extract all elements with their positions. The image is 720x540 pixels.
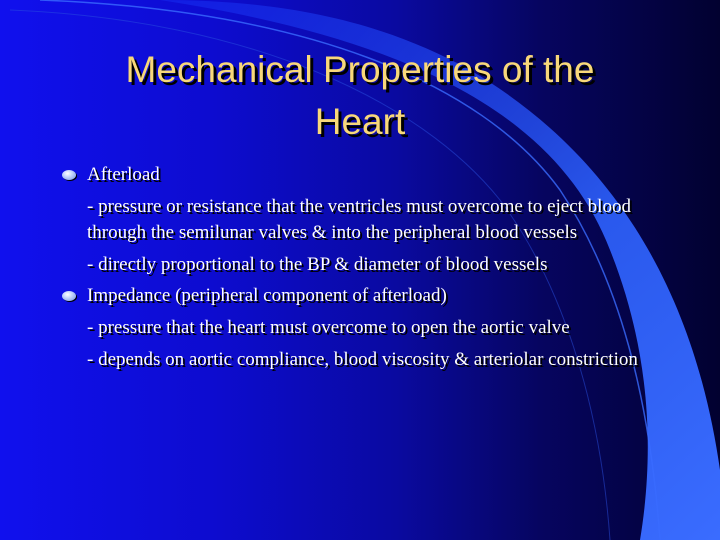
slide-title [40, 44, 680, 148]
slide-body [62, 162, 662, 378]
bullet-item-afterload [62, 162, 662, 188]
sub-item: - pressure or resistance that the ventricles must overcome to eject blood through the semilunar valves & into the peripheral blood vessels [87, 196, 631, 243]
sub-item: - directly proportional to the BP & diameter of blood vessels [87, 254, 548, 275]
bullet-item-impedance [62, 283, 662, 309]
sub-item: - depends on aortic compliance, blood viscosity & arteriolar constriction [87, 349, 638, 370]
bullet-text: Impedance (peripheral component of afterload) [87, 285, 447, 306]
bullet-icon [62, 291, 76, 301]
sub-item: - pressure that the heart must overcome to open the aortic valve [87, 317, 570, 338]
slide-title-line-1: Mechanical Properties of the [125, 49, 595, 90]
bullet-text: Afterload [87, 164, 160, 185]
bullet-icon [62, 170, 76, 180]
slide-title-line-2: Heart [314, 101, 406, 142]
